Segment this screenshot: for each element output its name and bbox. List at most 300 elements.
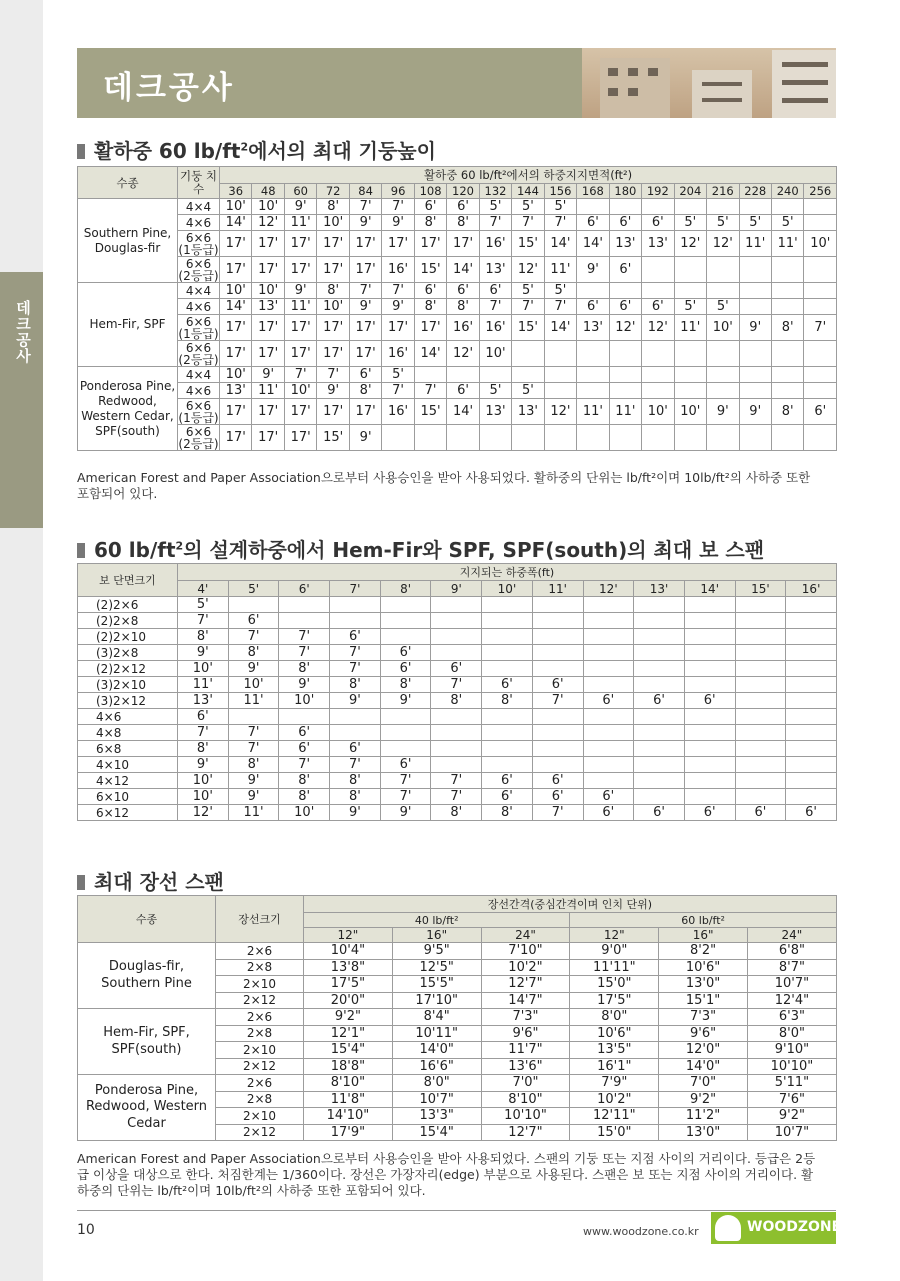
value-cell	[634, 789, 685, 805]
value-cell: 16'	[479, 231, 511, 257]
value-cell	[380, 597, 431, 613]
value-cell: 15'	[414, 257, 446, 283]
site-url[interactable]: www.woodzone.co.kr	[583, 1225, 699, 1238]
size-cell: 2×10	[216, 976, 304, 993]
value-cell	[532, 741, 583, 757]
value-cell: 13'	[252, 299, 284, 315]
header-species: 수종	[78, 896, 216, 943]
value-cell: 5'	[707, 299, 739, 315]
value-cell	[609, 341, 641, 367]
value-cell: 8'	[431, 805, 482, 821]
value-cell	[771, 257, 803, 283]
column-header: 228	[739, 184, 771, 199]
value-cell	[532, 629, 583, 645]
value-cell	[583, 661, 634, 677]
value-cell: 17'5"	[304, 976, 393, 993]
value-cell	[577, 341, 609, 367]
value-cell: 8'	[330, 773, 381, 789]
value-cell	[735, 757, 786, 773]
table-row	[78, 1009, 837, 1026]
value-cell: 13'	[609, 231, 641, 257]
value-cell: 10'	[674, 399, 706, 425]
value-cell: 14'	[544, 231, 576, 257]
value-cell: 6'	[414, 199, 446, 215]
value-cell: 14'	[577, 231, 609, 257]
value-cell: 10'	[804, 231, 837, 257]
value-cell: 12'4"	[747, 992, 836, 1009]
value-cell	[532, 757, 583, 773]
value-cell: 14'10"	[304, 1108, 393, 1125]
value-cell	[634, 677, 685, 693]
value-cell: 6'	[735, 805, 786, 821]
column-header: 24"	[747, 928, 836, 943]
size-cell: 2×6	[216, 943, 304, 960]
value-cell	[634, 725, 685, 741]
value-cell: 17'	[349, 231, 381, 257]
value-cell	[642, 283, 674, 299]
species-cell: Hem-Fir, SPF, SPF(south)	[78, 1009, 216, 1075]
value-cell	[684, 677, 735, 693]
value-cell: 8'	[380, 677, 431, 693]
value-cell: 6'	[583, 693, 634, 709]
column-header: 9'	[431, 581, 482, 597]
size-cell: 2×10	[216, 1108, 304, 1125]
value-cell: 12'	[707, 231, 739, 257]
value-cell: 10'	[252, 199, 284, 215]
table-row	[78, 741, 837, 757]
value-cell: 11'7"	[481, 1042, 570, 1059]
value-cell: 6'	[642, 215, 674, 231]
value-cell	[739, 257, 771, 283]
value-cell: 17'	[317, 399, 349, 425]
column-header: 24"	[481, 928, 570, 943]
value-cell	[447, 367, 479, 383]
value-cell: 8'10"	[481, 1091, 570, 1108]
value-cell: 17'	[252, 231, 284, 257]
value-cell: 9'6"	[659, 1025, 748, 1042]
value-cell: 8'	[317, 199, 349, 215]
value-cell: 7'	[330, 661, 381, 677]
value-cell: 10'4"	[304, 943, 393, 960]
value-cell: 6'	[482, 677, 533, 693]
value-cell: 6'	[279, 725, 330, 741]
value-cell: 8'	[279, 773, 330, 789]
value-cell	[634, 661, 685, 677]
value-cell	[609, 425, 641, 451]
value-cell	[482, 725, 533, 741]
size-cell: (3)2×12	[78, 693, 178, 709]
value-cell: 11'	[228, 693, 279, 709]
value-cell	[414, 367, 446, 383]
value-cell	[707, 199, 739, 215]
value-cell: 7'0"	[659, 1075, 748, 1092]
size-cell: 2×8	[216, 1091, 304, 1108]
column-header: 108	[414, 184, 446, 199]
size-cell: 2×10	[216, 1042, 304, 1059]
value-cell: 15'4"	[304, 1042, 393, 1059]
size-cell: 4×4	[178, 367, 220, 383]
value-cell: 7'10"	[481, 943, 570, 960]
value-cell: 17'9"	[304, 1124, 393, 1141]
value-cell	[431, 629, 482, 645]
column-header: 5'	[228, 581, 279, 597]
table-row	[78, 367, 837, 383]
value-cell	[431, 597, 482, 613]
value-cell: 10'10"	[747, 1058, 836, 1075]
value-cell: 15'0"	[570, 976, 659, 993]
value-cell: 5'	[707, 215, 739, 231]
size-cell: 6×10	[78, 789, 178, 805]
value-cell: 15'4"	[392, 1124, 481, 1141]
column-header: 96	[382, 184, 414, 199]
value-cell: 11'	[771, 231, 803, 257]
value-cell	[684, 773, 735, 789]
column-header: 204	[674, 184, 706, 199]
value-cell	[674, 383, 706, 399]
value-cell: 7'	[414, 383, 446, 399]
value-cell	[479, 367, 511, 383]
value-cell	[674, 367, 706, 383]
bullet-icon	[77, 144, 85, 159]
header-post-size: 기둥 치수	[178, 167, 220, 199]
value-cell: 8'	[330, 677, 381, 693]
value-cell: 6'	[482, 773, 533, 789]
value-cell	[382, 425, 414, 451]
value-cell: 8'	[228, 757, 279, 773]
value-cell	[583, 677, 634, 693]
value-cell: 10'	[642, 399, 674, 425]
size-cell: 6×6 (2등급)	[178, 424, 219, 451]
value-cell: 14'	[447, 399, 479, 425]
value-cell	[735, 645, 786, 661]
post-height-table	[77, 166, 837, 451]
value-cell	[447, 425, 479, 451]
value-cell	[786, 789, 837, 805]
value-cell: 8'	[447, 215, 479, 231]
value-cell: 7'	[512, 215, 544, 231]
value-cell	[583, 709, 634, 725]
section3-note: American Forest and Paper Association으로부터 사용승인을 받아 사용되었다. 스팬의 기둥 또는 지점 사이의 거리이다. 등급은 2등급 이상을 대상으로 한다. 처짐한계는 1/360이다. 장선은 가장자리(edge) 부분으로 사용된다. 스팬은 보 또는 지점 사이의 거리이다. 활하중의 단위는 lb/ft²이며 10lb/ft²의 사하중 또한 포함되어 있다.	[77, 1151, 816, 1198]
bullet-icon	[77, 543, 85, 558]
value-cell	[707, 367, 739, 383]
value-cell	[544, 341, 576, 367]
value-cell: 10'10"	[481, 1108, 570, 1125]
value-cell: 17'	[414, 231, 446, 257]
size-cell: 4×6	[178, 299, 220, 315]
column-header: 10'	[482, 581, 533, 597]
value-cell	[786, 709, 837, 725]
value-cell: 17'	[252, 257, 284, 283]
value-cell	[707, 383, 739, 399]
value-cell: 7'	[317, 367, 349, 383]
value-cell: 10'	[707, 315, 739, 341]
value-cell	[771, 283, 803, 299]
value-cell: 6'	[634, 805, 685, 821]
value-cell: 17'5"	[570, 992, 659, 1009]
value-cell: 5'	[382, 367, 414, 383]
size-cell: 6×6 (2등급)	[178, 340, 219, 367]
value-cell	[228, 597, 279, 613]
value-cell: 13'	[178, 693, 229, 709]
value-cell: 17'	[382, 315, 414, 341]
value-cell	[431, 725, 482, 741]
value-cell	[532, 661, 583, 677]
value-cell	[482, 645, 533, 661]
value-cell	[330, 613, 381, 629]
value-cell: 6'	[228, 613, 279, 629]
value-cell	[707, 341, 739, 367]
size-cell: 2×8	[216, 1025, 304, 1042]
value-cell: 9'	[178, 757, 229, 773]
value-cell: 17'	[317, 257, 349, 283]
value-cell	[684, 645, 735, 661]
value-cell: 6'	[609, 257, 641, 283]
value-cell	[684, 629, 735, 645]
value-cell	[512, 425, 544, 451]
size-cell: 2×6	[216, 1009, 304, 1026]
table-row	[78, 613, 837, 629]
size-cell: (3)2×8	[78, 645, 178, 661]
footer-divider	[77, 1210, 836, 1211]
value-cell	[642, 367, 674, 383]
value-cell: 7'	[431, 789, 482, 805]
value-cell: 7'	[349, 283, 381, 299]
size-cell: (2)2×12	[78, 661, 178, 677]
value-cell: 7'	[380, 789, 431, 805]
value-cell: 17'	[349, 399, 381, 425]
value-cell: 17'	[284, 231, 316, 257]
table-row	[78, 757, 837, 773]
value-cell: 7'	[330, 757, 381, 773]
value-cell: 5'11"	[747, 1075, 836, 1092]
value-cell	[609, 383, 641, 399]
value-cell: 7'	[279, 629, 330, 645]
value-cell: 11'	[674, 315, 706, 341]
value-cell	[642, 425, 674, 451]
value-cell	[482, 661, 533, 677]
load-header: 60 lb/ft²	[570, 913, 836, 928]
value-cell: 10'	[252, 283, 284, 299]
value-cell	[786, 629, 837, 645]
value-cell	[735, 597, 786, 613]
value-cell: 7'	[512, 299, 544, 315]
value-cell	[786, 725, 837, 741]
value-cell: 13'0"	[659, 976, 748, 993]
value-cell	[330, 597, 381, 613]
section2-title: 60 $lb/ft^2$의 설계하중에서 Hem-Fir와 SPF, SPF(south)의 최대 보 스팬	[77, 534, 764, 563]
value-cell	[279, 709, 330, 725]
value-cell: 13'	[479, 399, 511, 425]
value-cell: 11'	[609, 399, 641, 425]
value-cell: 17'	[382, 231, 414, 257]
value-cell	[642, 199, 674, 215]
size-cell: 2×8	[216, 959, 304, 976]
value-cell: 9'	[739, 315, 771, 341]
value-cell: 9'	[380, 693, 431, 709]
value-cell: 16'	[382, 399, 414, 425]
value-cell	[512, 341, 544, 367]
value-cell: 9'	[382, 299, 414, 315]
value-cell: 9'	[178, 645, 229, 661]
value-cell	[771, 425, 803, 451]
value-cell: 17'	[317, 231, 349, 257]
table-row	[78, 299, 837, 315]
value-cell: 11'2"	[659, 1108, 748, 1125]
value-cell	[479, 425, 511, 451]
value-cell	[684, 725, 735, 741]
value-cell: 6'	[684, 693, 735, 709]
value-cell: 15'1"	[659, 992, 748, 1009]
value-cell: 9'	[577, 257, 609, 283]
value-cell	[771, 299, 803, 315]
page-number: 10	[77, 1222, 95, 1238]
value-cell	[431, 645, 482, 661]
value-cell	[684, 741, 735, 757]
value-cell: 9'	[317, 383, 349, 399]
value-cell	[414, 425, 446, 451]
value-cell: 10'	[228, 677, 279, 693]
size-cell: 2×12	[216, 1124, 304, 1141]
value-cell: 17'	[252, 425, 284, 451]
value-cell: 6'	[447, 383, 479, 399]
value-cell: 14'0"	[659, 1058, 748, 1075]
value-cell	[735, 693, 786, 709]
value-cell: 16'	[382, 341, 414, 367]
table-row	[78, 773, 837, 789]
value-cell: 6'	[178, 709, 229, 725]
value-cell: 16'6"	[392, 1058, 481, 1075]
value-cell: 12'	[544, 399, 576, 425]
value-cell: 17'	[317, 315, 349, 341]
value-cell	[634, 709, 685, 725]
value-cell: 14'	[447, 257, 479, 283]
value-cell: 17'	[349, 341, 381, 367]
value-cell: 8'	[330, 789, 381, 805]
value-cell: 17'	[220, 315, 252, 341]
value-cell: 16'	[382, 257, 414, 283]
value-cell: 12'	[642, 315, 674, 341]
value-cell	[380, 741, 431, 757]
value-cell	[739, 199, 771, 215]
value-cell	[380, 725, 431, 741]
value-cell	[482, 613, 533, 629]
value-cell: 8'	[771, 315, 803, 341]
value-cell	[634, 645, 685, 661]
value-cell	[707, 283, 739, 299]
value-cell	[786, 741, 837, 757]
value-cell: 10'	[178, 661, 229, 677]
value-cell	[739, 383, 771, 399]
value-cell: 8'	[414, 299, 446, 315]
value-cell: 5'	[771, 215, 803, 231]
column-header: 60	[284, 184, 316, 199]
value-cell: 13'	[479, 257, 511, 283]
value-cell: 17'	[447, 231, 479, 257]
value-cell: 17'10"	[392, 992, 481, 1009]
value-cell: 7'	[228, 741, 279, 757]
size-cell: 4×12	[78, 773, 178, 789]
value-cell: 11'	[178, 677, 229, 693]
value-cell	[482, 597, 533, 613]
column-header: 12"	[304, 928, 393, 943]
value-cell	[804, 299, 837, 315]
value-cell: 6'	[786, 805, 837, 821]
value-cell	[804, 383, 837, 399]
woodzone-logo: WOODZONE	[711, 1212, 836, 1244]
table-row	[78, 943, 837, 960]
value-cell: 5'	[479, 383, 511, 399]
value-cell	[735, 789, 786, 805]
value-cell	[739, 425, 771, 451]
value-cell: 7'	[349, 199, 381, 215]
table-row	[78, 677, 837, 693]
value-cell: 8'	[414, 215, 446, 231]
value-cell: 9'	[349, 299, 381, 315]
value-cell: 7'	[380, 773, 431, 789]
value-cell: 5'	[512, 199, 544, 215]
value-cell: 9'2"	[304, 1009, 393, 1026]
value-cell	[786, 693, 837, 709]
value-cell: 5'	[674, 299, 706, 315]
value-cell: 6'	[684, 805, 735, 821]
value-cell	[804, 283, 837, 299]
value-cell: 17'	[220, 231, 252, 257]
size-cell: 4×8	[78, 725, 178, 741]
value-cell: 11'8"	[304, 1091, 393, 1108]
value-cell: 9'	[284, 199, 316, 215]
value-cell	[532, 613, 583, 629]
value-cell: 11'	[284, 299, 316, 315]
value-cell	[684, 613, 735, 629]
value-cell: 10'	[220, 367, 252, 383]
value-cell	[544, 383, 576, 399]
value-cell: 8'	[482, 693, 533, 709]
value-cell: 7'9"	[570, 1075, 659, 1092]
table-row	[78, 805, 837, 821]
value-cell: 14'0"	[392, 1042, 481, 1059]
value-cell: 6'	[532, 789, 583, 805]
value-cell	[684, 661, 735, 677]
value-cell: 6'	[431, 661, 482, 677]
value-cell	[583, 645, 634, 661]
column-header: 36	[220, 184, 252, 199]
species-cell: Hem-Fir, SPF	[78, 283, 178, 367]
value-cell: 10'7"	[747, 1124, 836, 1141]
value-cell: 7'	[279, 645, 330, 661]
value-cell	[735, 613, 786, 629]
value-cell	[771, 341, 803, 367]
value-cell	[330, 709, 381, 725]
value-cell: 5'	[479, 199, 511, 215]
table-row	[78, 629, 837, 645]
column-header: 144	[512, 184, 544, 199]
value-cell: 13'	[512, 399, 544, 425]
header-joist-spacing: 장선간격(중심간격이며 인치 단위)	[304, 896, 837, 913]
table-row	[78, 283, 837, 299]
value-cell: 6'	[330, 629, 381, 645]
value-cell: 6'	[380, 757, 431, 773]
value-cell: 8'0"	[570, 1009, 659, 1026]
column-header: 216	[707, 184, 739, 199]
table-row	[78, 383, 837, 399]
value-cell: 7'	[178, 613, 229, 629]
value-cell	[786, 613, 837, 629]
value-cell: 7'	[284, 367, 316, 383]
value-cell	[577, 367, 609, 383]
size-cell: (2)2×10	[78, 629, 178, 645]
value-cell: 6'	[609, 215, 641, 231]
value-cell: 7'	[431, 773, 482, 789]
